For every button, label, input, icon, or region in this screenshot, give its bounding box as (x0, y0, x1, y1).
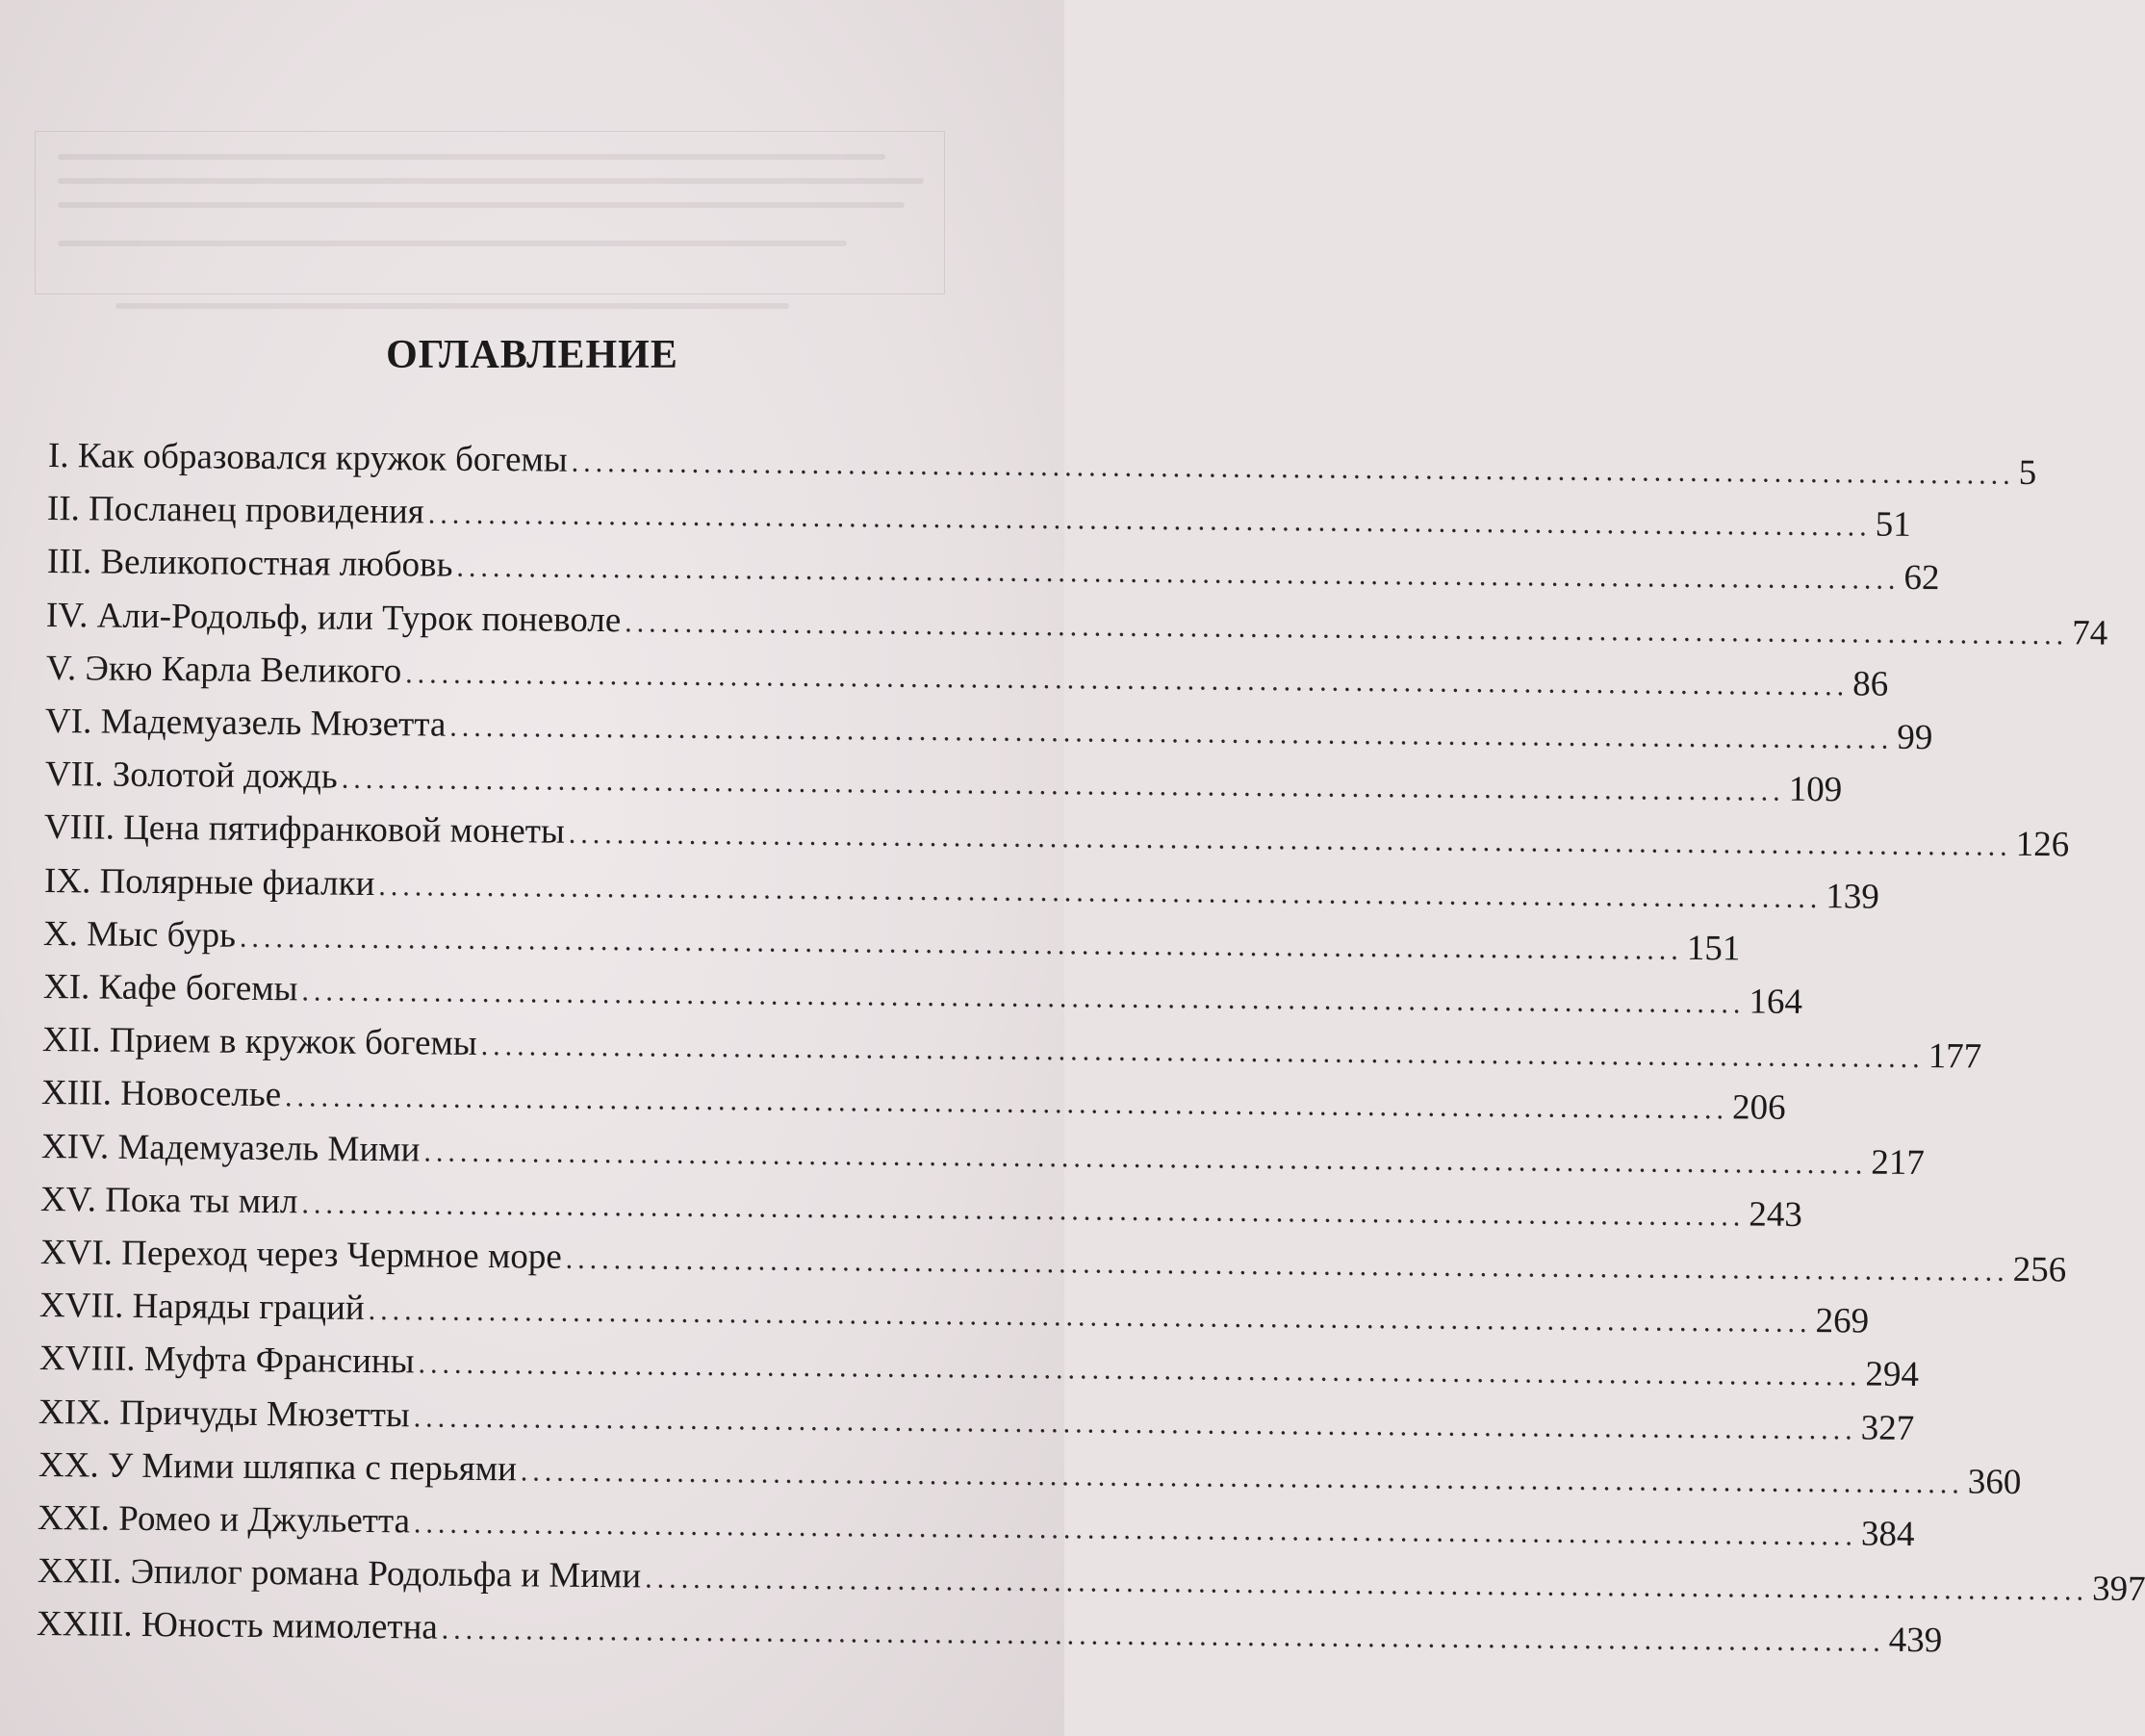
toc-entry-page-number: 243 (1749, 1194, 1803, 1235)
toc-entry-page-number: 294 (1865, 1354, 1919, 1395)
toc-entry-page-number: 206 (1732, 1087, 1787, 1129)
toc-entry (44, 753, 1843, 810)
toc-entry-page-number: 269 (1815, 1301, 1870, 1341)
dot-leader: ........................................................................................................................ (301, 1187, 1746, 1233)
dot-leader: ........................................................................................................................ (456, 551, 1901, 597)
toc-entry-page-number: 439 (1888, 1621, 1943, 1661)
toc-entry-page-number: 384 (1860, 1514, 1915, 1555)
toc-entry (39, 1285, 1870, 1341)
toc-entry-title: XXIII. Юность мимолетна (36, 1604, 438, 1648)
toc-entry-title: V. Экю Карла Великого (45, 648, 402, 692)
toc-entry-title: VIII. Цена пятифранковой монеты (43, 807, 566, 853)
toc-entry (46, 541, 1940, 599)
toc-entry-page-number: 217 (1871, 1142, 1925, 1183)
dot-leader: ........................................................................................................................ (625, 605, 2069, 651)
toc-entry-title: XXII. Эпилог романа Родольфа и Мими (37, 1551, 641, 1596)
toc-entry (37, 1497, 1915, 1555)
toc-entry (47, 488, 1912, 546)
toc-entry-page-number: 99 (1897, 717, 1933, 758)
toc-entry (40, 1179, 1803, 1235)
toc-entry (41, 1072, 1787, 1129)
dot-leader: ........................................................................................................................ (404, 657, 1850, 702)
toc-entry-page-number: 62 (1903, 558, 1940, 599)
toc-entry-title: VI. Мадемуазель Мюзетта (45, 702, 447, 745)
dot-leader: ........................................................................................................................ (571, 446, 2015, 491)
toc-entry (43, 860, 1879, 917)
toc-entry-page-number: 86 (1851, 664, 1889, 704)
toc-entry (38, 1391, 1915, 1448)
toc-entry (47, 435, 2037, 494)
toc-entry-title: XVIII. Муфта Франсины (38, 1339, 415, 1382)
dot-leader: ........................................................................................................................ (285, 1081, 1729, 1126)
toc-entry-page-number: 74 (2072, 612, 2108, 653)
dot-leader: ........................................................................................................................ (368, 1294, 1813, 1340)
toc-entry-title: III. Великопостная любовь (46, 542, 453, 586)
toc-entry-title: XVII. Наряды граций (39, 1286, 366, 1329)
toc-entry (39, 1232, 2067, 1290)
toc-entry-title: VII. Золотой дождь (44, 754, 338, 797)
toc-entry-title: IV. Али-Родольф, или Турок поневоле (46, 595, 622, 640)
toc-entry-title: XIII. Новоселье (41, 1073, 282, 1115)
toc-entry-page-number: 126 (2015, 825, 2070, 865)
toc-entry-page-number: 5 (2018, 452, 2037, 494)
toc-entry-page-number: 327 (1860, 1408, 1915, 1448)
toc-entry (38, 1444, 2022, 1502)
toc-entry-title: II. Посланец провидения (47, 489, 425, 532)
dot-leader: ........................................................................................................................ (644, 1562, 2088, 1607)
toc-entry-title: XXI. Ромео и Джульетта (37, 1498, 411, 1542)
dot-leader: ........................................................................................................................ (568, 818, 2013, 863)
toc-entry-page-number: 51 (1876, 504, 1912, 546)
toc-entry (42, 966, 1802, 1022)
toc-entry (45, 701, 1933, 758)
toc-entry (41, 1019, 1982, 1077)
toc-entry (45, 648, 1889, 704)
toc-entry-page-number: 177 (1928, 1036, 1982, 1077)
toc-entry-title: XI. Кафе богемы (42, 967, 298, 1009)
toc-entry-title: XV. Пока ты мил (40, 1179, 298, 1222)
toc-entry (38, 1338, 1919, 1395)
toc-entry (40, 1126, 1925, 1183)
dot-leader: ........................................................................................................................ (239, 921, 1684, 966)
dot-leader: ........................................................................................................................ (441, 1614, 1885, 1659)
toc-entry-title: XIX. Причуды Мюзетты (38, 1391, 411, 1435)
toc-entry-title: X. Мыс бурь (42, 913, 237, 956)
dot-leader: ........................................................................................................................ (449, 710, 1894, 755)
toc-entry-title: IX. Полярные фиалки (43, 860, 375, 904)
toc-entry-title: XVI. Переход через Чермное море (39, 1233, 562, 1277)
toc-entry-page-number: 360 (1967, 1462, 2022, 1502)
toc-entry-page-number: 139 (1825, 876, 1879, 917)
toc-entry (43, 806, 2070, 865)
toc-entry-page-number: 164 (1748, 982, 1802, 1022)
dot-leader: ........................................................................................................................ (413, 1507, 1858, 1552)
dot-leader: ........................................................................................................................ (428, 498, 1873, 543)
toc-entry (42, 913, 1741, 969)
toc-entry (37, 1550, 2145, 1610)
dot-leader: ........................................................................................................................ (413, 1400, 1858, 1446)
dot-leader: ........................................................................................................................ (418, 1347, 1862, 1392)
toc-entry-title: XX. У Мими шляпка с перьями (38, 1444, 517, 1490)
toc-entry-title: XIV. Мадемуазель Мими (40, 1126, 421, 1170)
page-title: ОГЛАВЛЕНИЕ (386, 333, 678, 377)
toc-entry-page-number: 397 (2091, 1569, 2145, 1610)
toc-entry-page-number: 109 (1788, 769, 1843, 810)
dot-leader: ........................................................................................................................ (565, 1242, 2009, 1288)
dot-leader: ........................................................................................................................ (300, 975, 1746, 1020)
toc-entry-page-number: 256 (2012, 1249, 2067, 1290)
dot-leader: ........................................................................................................................ (377, 869, 1823, 914)
toc-entry (36, 1603, 1943, 1661)
toc-entry-page-number: 151 (1686, 928, 1741, 969)
dot-leader: ........................................................................................................................ (341, 762, 1785, 807)
dot-leader: ........................................................................................................................ (520, 1455, 1964, 1500)
dot-leader: ........................................................................................................................ (480, 1030, 1925, 1075)
toc-entry-title: I. Как образовался кружок богемы (47, 436, 568, 480)
toc-entry (46, 595, 2108, 653)
dot-leader: ........................................................................................................................ (423, 1136, 1868, 1181)
toc-entry-title: XII. Прием в кружок богемы (41, 1020, 477, 1064)
